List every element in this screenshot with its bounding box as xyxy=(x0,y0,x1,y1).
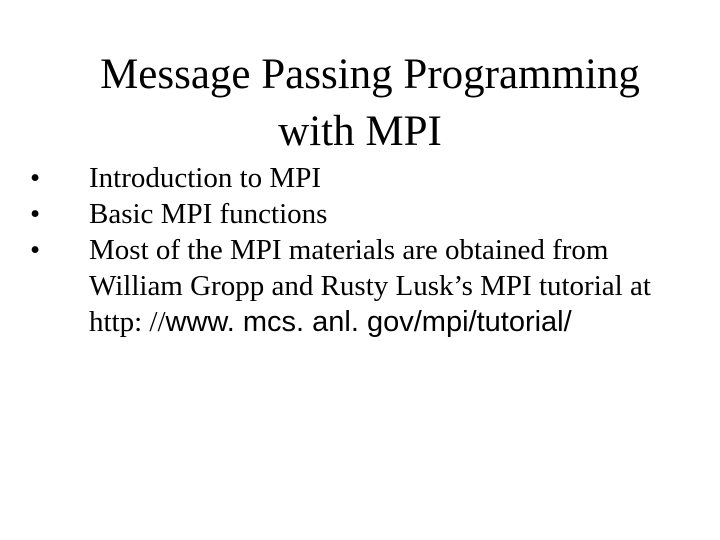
slide-title-line-2: with MPI xyxy=(278,108,442,155)
tutorial-url[interactable] xyxy=(89,304,700,340)
slide-title xyxy=(0,46,720,160)
bullet-item-introduction xyxy=(30,160,700,196)
bullet-text: Most of the MPI materials are obtained from William Gropp and Rusty Lusk’s MPI tutorial at xyxy=(89,234,651,302)
bullet-dot-icon: • xyxy=(30,234,41,266)
bullet-text: Basic MPI functions xyxy=(89,198,328,230)
bullet-text: Introduction to MPI xyxy=(89,162,321,194)
bullet-list xyxy=(30,160,700,340)
tutorial-url-path: www. mcs. anl. gov/mpi/tutorial/ xyxy=(165,306,572,338)
bullet-dot-icon: • xyxy=(30,198,41,230)
slide-title-line-1: Message Passing Programming xyxy=(100,51,640,98)
bullet-dot-icon: • xyxy=(30,162,41,194)
tutorial-url-protocol: http: // xyxy=(89,306,166,338)
bullet-item-basic-functions xyxy=(30,196,700,232)
bullet-item-materials-source xyxy=(30,232,700,340)
